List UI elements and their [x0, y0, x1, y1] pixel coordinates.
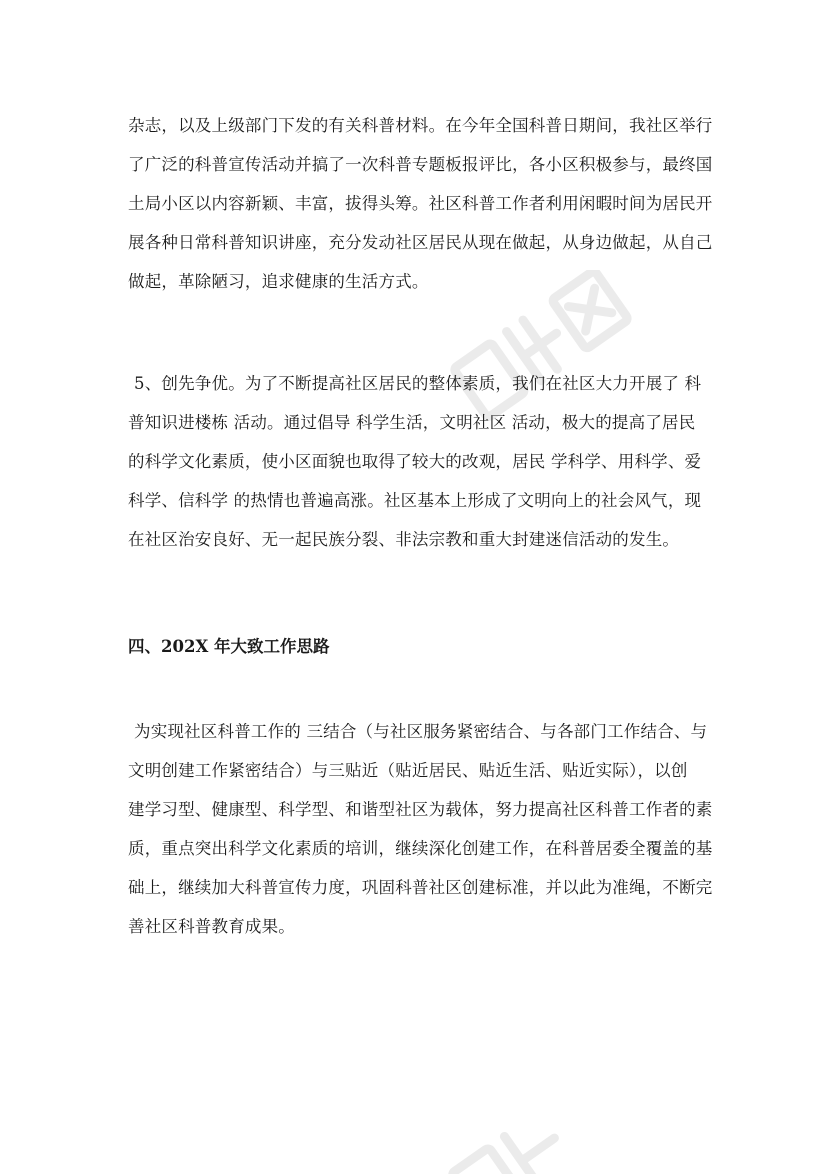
- text-line: 科学、信科学 的热情也普遍高涨。社区基本上形成了文明向上的社会风气，现: [128, 491, 702, 510]
- text-line: 建学习型、健康型、科学型、和谐型社区为载体，努力提高社区科普工作者的素: [128, 800, 713, 819]
- text-line: 土局小区以内容新颖、丰富，拔得头筹。社区科普工作者利用闲暇时间为居民开: [128, 194, 713, 213]
- text-line: 展各种日常科普知识讲座，充分发动社区居民从现在做起，从身边做起，从自己: [128, 233, 713, 252]
- text-line: 文明创建工作紧密结合）与三贴近（贴近居民、贴近生活、贴近实际），以创: [128, 761, 688, 780]
- text-line: 5、创先争优。为了不断提高社区居民的整体素质，我们在社区大力开展了 科: [134, 374, 702, 393]
- text-line: 了广泛的科普宣传活动并搞了一次科普专题板报评比，各小区积极参与，最终国: [128, 155, 713, 174]
- text-line: 善社区科普教育成果。: [128, 917, 295, 936]
- text-line: 础上，继续加大科普宣传力度，巩固科普社区创建标准，并以此为准绳，不断完: [128, 878, 713, 897]
- paragraph-science-materials: [128, 106, 718, 301]
- text-line: 的科学文化素质，使小区面貌也取得了较大的改观，居民 学科学、用科学、爱: [128, 452, 702, 471]
- watermark-lower: [420, 1090, 620, 1174]
- text-line: 杂志，以及上级部门下发的有关科普材料。在今年全国科普日期间，我社区举行: [128, 116, 713, 135]
- paragraph-excellence: [128, 364, 718, 559]
- text-line: 为实现社区科普工作的 三结合（与社区服务紧密结合、与各部门工作结合、与: [134, 722, 708, 741]
- paragraph-work-plan: [128, 712, 718, 946]
- text-line: 普知识进楼栋 活动。通过倡导 科学生活，文明社区 活动，极大的提高了居民: [128, 413, 696, 432]
- section-heading: 四、202X 年大致工作思路: [128, 637, 330, 656]
- text-line: 做起，革除陋习，追求健康的生活方式。: [128, 272, 429, 291]
- text-line: 在社区治安良好、无一起民族分裂、非法宗教和重大封建迷信活动的发生。: [128, 530, 680, 549]
- text-line: 质，重点突出科学文化素质的培训，继续深化创建工作，在科普居委全覆盖的基: [128, 839, 713, 858]
